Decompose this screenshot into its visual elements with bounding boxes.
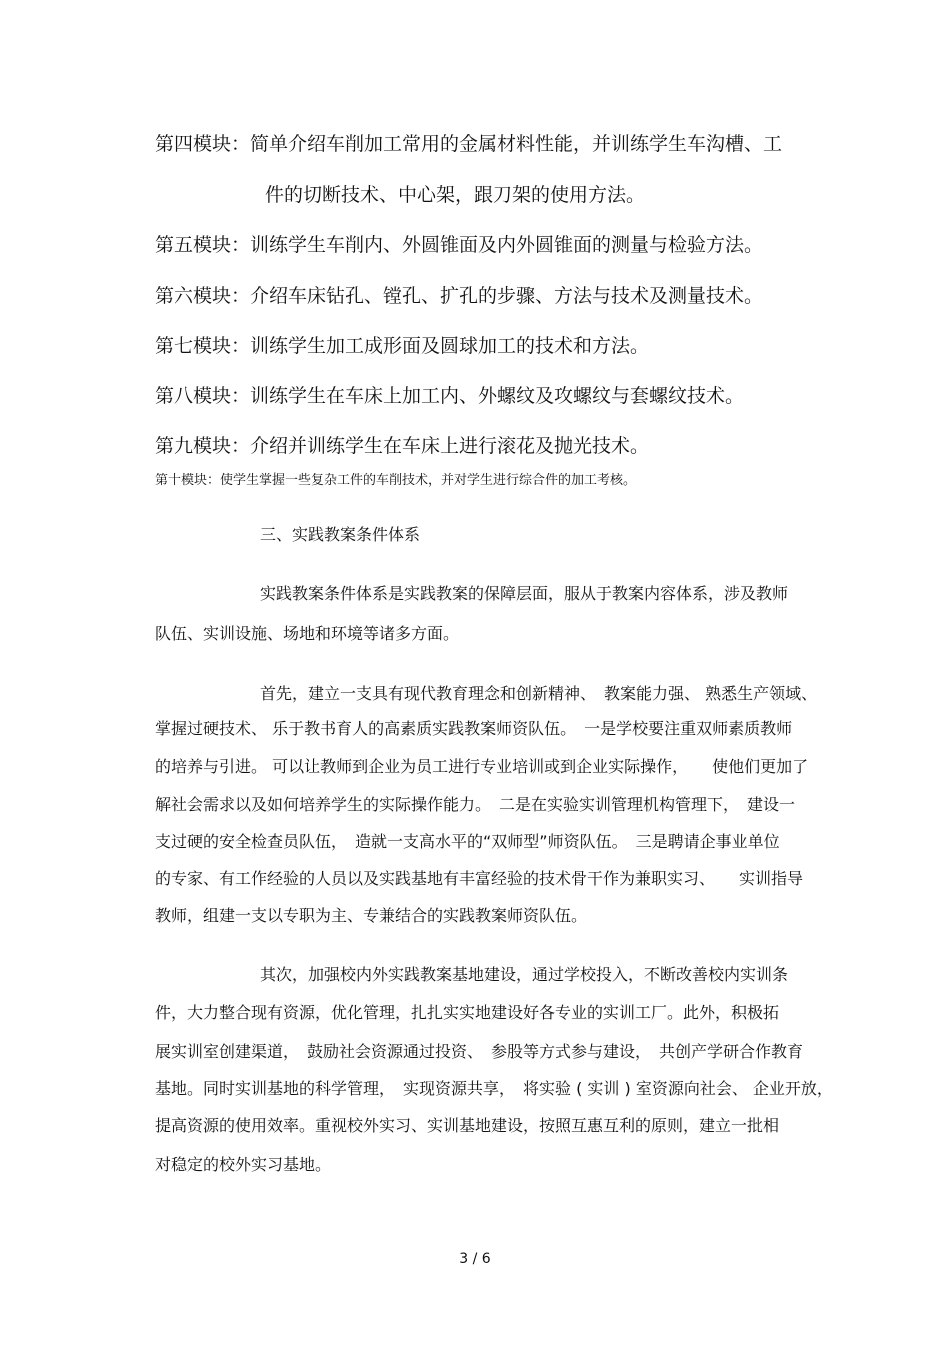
paragraph-1-line: 队伍、实训设施、场地和环境等诸多方面。 xyxy=(155,624,460,643)
paragraph-2-line: 的专家、有工作经验的人员以及实践基地有丰富经验的技术骨干作为兼职实习、 实训指导 xyxy=(155,869,804,888)
paragraph-3-line: 件，大力整合现有资源，优化管理，扎扎实实地建设好各专业的实训工厂。此外，积极拓 xyxy=(155,1003,780,1022)
paragraph-2-line: 教师，组建一支以专职为主、专兼结合的实践教案师资队伍。 xyxy=(155,906,588,925)
paragraph-3-line: 其次，加强校内外实践教案基地建设，通过学校投入，不断改善校内实训条 xyxy=(260,965,789,984)
module-4-line-2: 件的切断技术、中心架，跟刀架的使用方法。 xyxy=(265,184,646,206)
paragraph-3-line: 展实训室创建渠道， 鼓励社会资源通过投资、 参股等方式参与建设， 共创产学研合作教育 xyxy=(155,1042,804,1061)
paragraph-3-line: 对稳定的校外实习基地。 xyxy=(155,1155,332,1174)
page-number: 3 / 6 xyxy=(459,1251,491,1267)
section-heading: 三、实践教案条件体系 xyxy=(260,525,421,544)
module-4-line-1: 第四模块：简单介绍车削加工常用的金属材料性能，并训练学生车沟槽、工 xyxy=(155,133,783,155)
paragraph-1-line: 实践教案条件体系是实践教案的保障层面，服从于教案内容体系，涉及教师 xyxy=(260,584,789,603)
paragraph-3-line: 基地。同时实训基地的科学管理， 实现资源共享， 将实验 ( 实训 ) 室资源向社会、 企业开放， xyxy=(155,1079,833,1098)
module-9: 第九模块：介绍并训练学生在车床上进行滚花及抛光技术。 xyxy=(155,435,650,457)
paragraph-2-line: 解社会需求以及如何培养学生的实际操作能力。 二是在实验实训管理机构管理下， 建设一 xyxy=(155,795,796,814)
paragraph-3-line: 提高资源的使用效率。重视校外实习、实训基地建设，按照互惠互利的原则，建立一批相 xyxy=(155,1116,780,1135)
module-8: 第八模块：训练学生在车床上加工内、外螺纹及攻螺纹与套螺纹技术。 xyxy=(155,385,745,407)
module-7: 第七模块：训练学生加工成形面及圆球加工的技术和方法。 xyxy=(155,335,650,357)
paragraph-2-line: 掌握过硬技术、 乐于教书育人的高素质实践教案师资队伍。 一是学校要注重双师素质教师 xyxy=(155,719,793,738)
module-5: 第五模块：训练学生车削内、外圆锥面及内外圆锥面的测量与检验方法。 xyxy=(155,234,764,256)
paragraph-2-line: 首先，建立一支具有现代教育理念和创新精神、 教案能力强、 熟悉生产领域、 xyxy=(260,684,818,703)
paragraph-2-line: 的培养与引进。 可以让教师到企业为员工进行专业培训或到企业实际操作， 使他们更加了 xyxy=(155,757,809,776)
module-6: 第六模块：介绍车床钻孔、镗孔、扩孔的步骤、方法与技术及测量技术。 xyxy=(155,285,764,307)
module-10: 第十模块：使学生掌握一些复杂工件的车削技术，并对学生进行综合件的加工考核。 xyxy=(155,473,637,488)
paragraph-2-line: 支过硬的安全检查员队伍， 造就一支高水平的“双师型”师资队伍。 三是聘请企事业单位 xyxy=(155,832,780,851)
